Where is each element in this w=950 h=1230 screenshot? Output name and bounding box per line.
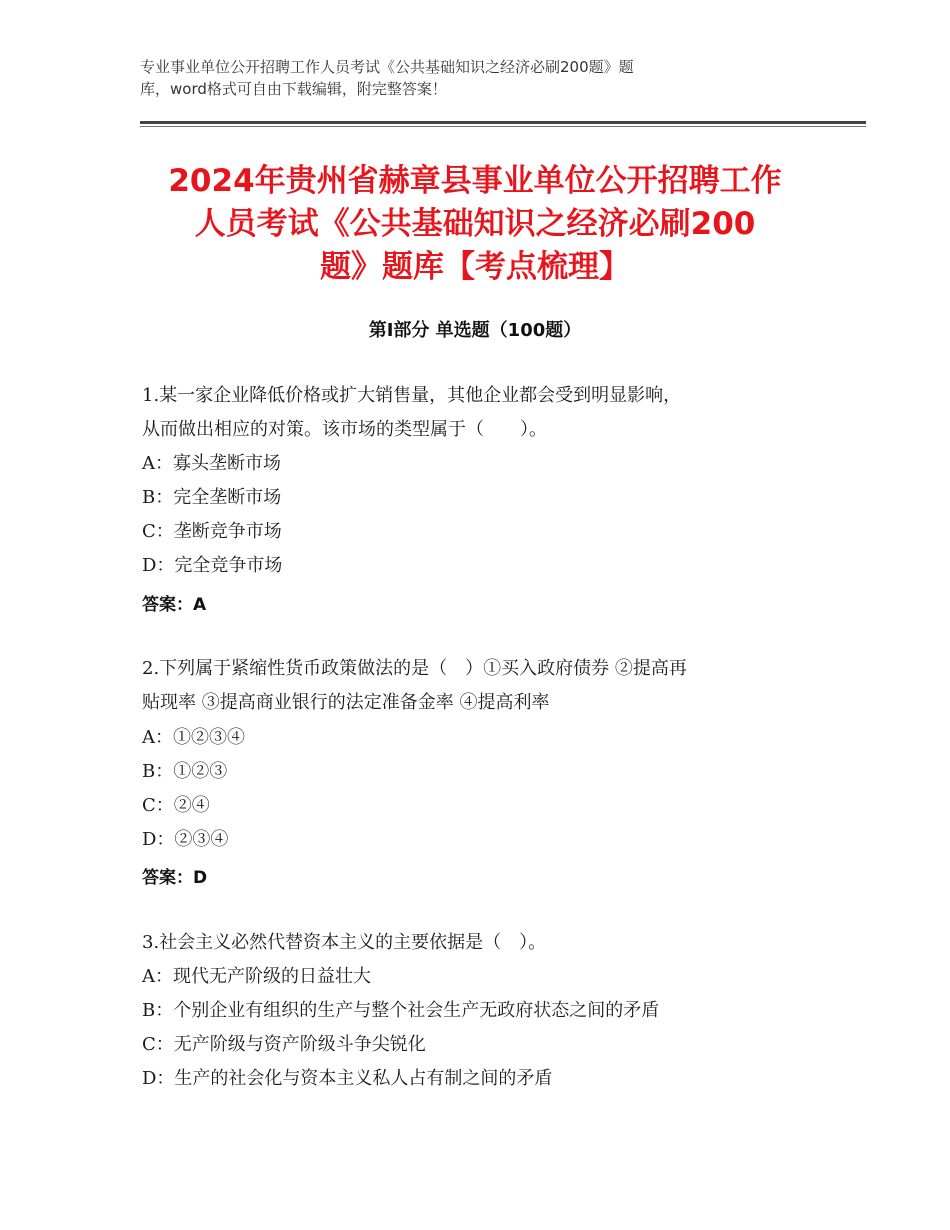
question-3-option-d: D：生产的社会化与资本主义私人占有制之间的矛盾 [142, 1068, 553, 1089]
question-2-option-b: B：①②③ [142, 761, 228, 782]
question-1-option-a: A：寡头垄断市场 [142, 453, 281, 474]
question-2-option-a: A：①②③④ [142, 727, 245, 748]
header-divider-thin [140, 126, 866, 127]
question-2-option-d: D：②③④ [142, 829, 229, 850]
title-line-3: 题》题库【考点梳理】 [320, 249, 630, 285]
title-line-2: 人员考试《公共基础知识之经济必刷200 [194, 206, 756, 242]
header-note [140, 56, 780, 100]
section-title: 第Ⅰ部分 单选题（100题） [368, 320, 582, 341]
document-title [130, 160, 820, 289]
question-3-option-a: A：现代无产阶级的日益壮大 [142, 966, 371, 987]
question-3-stem-line-1: 3.社会主义必然代替资本主义的主要依据是（ ）。 [142, 932, 547, 953]
question-1-answer: 答案：A [142, 595, 207, 615]
question-1-option-d: D：完全竞争市场 [142, 555, 283, 576]
question-2-answer: 答案：D [142, 868, 208, 888]
question-1-option-c: C：垄断竞争市场 [142, 521, 282, 542]
question-2-stem-line-1: 2.下列属于紧缩性货币政策做法的是（ ）①买入政府债券 ②提高再 [142, 658, 687, 679]
question-2-option-c: C：②④ [142, 795, 210, 816]
header-divider-thick [140, 121, 866, 124]
question-1-stem-line-2: 从而做出相应的对策。该市场的类型属于（ ）。 [142, 419, 547, 440]
question-1-stem-line-1: 1.某一家企业降低价格或扩大销售量，其他企业都会受到明显影响， [142, 385, 682, 406]
question-3-option-b: B：个别企业有组织的生产与整个社会生产无政府状态之间的矛盾 [142, 1000, 660, 1021]
header-note-line-2: 库，word格式可自由下载编辑，附完整答案！ [140, 80, 447, 98]
question-2-stem-line-2: 贴现率 ③提高商业银行的法定准备金率 ④提高利率 [142, 692, 550, 713]
header-note-line-1: 专业事业单位公开招聘工作人员考试《公共基础知识之经济必刷200题》题 [140, 58, 634, 76]
title-line-1: 2024年贵州省赫章县事业单位公开招聘工作 [168, 163, 782, 199]
question-3-option-c: C：无产阶级与资产阶级斗争尖锐化 [142, 1034, 426, 1055]
question-1-option-b: B：完全垄断市场 [142, 487, 282, 508]
